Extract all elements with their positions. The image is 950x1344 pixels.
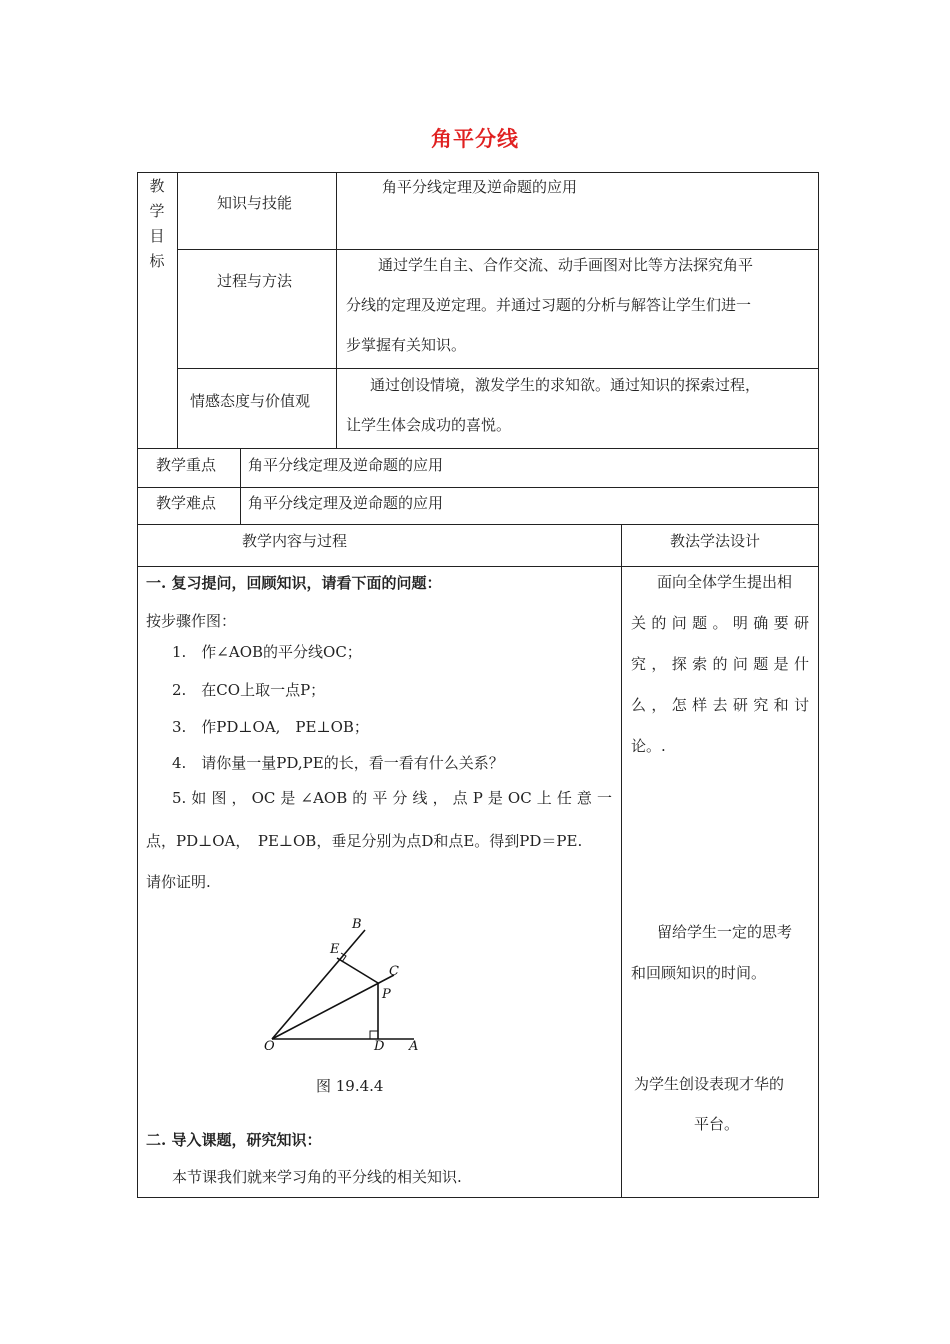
design-column-header: 教法学法设计 — [670, 532, 761, 550]
problem-line: 请你证明. — [146, 873, 211, 891]
label-c: C — [389, 964, 399, 979]
section2-heading: 二. 导入课题，研究知识： — [146, 1131, 322, 1149]
objective-process-line: 分线的定理及逆定理。并通过习题的分析与解答让学生们进一 — [346, 296, 752, 314]
difficulty-content: 角平分线定理及逆命题的应用 — [248, 494, 444, 512]
objective-attitude-label: 情感态度与价值观 — [190, 392, 311, 410]
design-note-line: 面向全体学生提出相 — [657, 573, 793, 591]
key-point-content: 角平分线定理及逆命题的应用 — [248, 456, 444, 474]
design-note-line: 为学生创设表现才华的 — [634, 1075, 785, 1093]
right-angle-mark-d — [370, 1031, 378, 1039]
step-item: 1. 作∠AOB的平分线OC； — [172, 643, 362, 661]
design-note-line: 么，怎样去研究和讨 — [631, 696, 809, 714]
process-column-header: 教学内容与过程 — [242, 532, 348, 550]
figure-caption: 图 19.4.4 — [316, 1077, 384, 1095]
step-item: 3. 作PD⊥OA, PE⊥OB； — [172, 718, 369, 736]
design-note-line: 关的问题。明确要研 — [631, 614, 809, 632]
problem-line: 点，PD⊥OA， PE⊥OB，垂足分别为点D和点E。得到PD＝PE. — [146, 832, 583, 850]
objectives-label-text: 教学目标 — [149, 177, 165, 270]
ray-oc — [272, 975, 394, 1039]
objective-process-line: 通过学生自主、合作交流、动手画图对比等方法探究角平 — [378, 256, 754, 274]
step-item: 4. 请你量一量PD,PE的长，看一看有什么关系？ — [172, 754, 504, 772]
objective-knowledge-content: 角平分线定理及逆命题的应用 — [382, 178, 578, 196]
design-note-line: 究，探索的问题是什 — [631, 655, 809, 673]
segment-pe — [337, 958, 378, 983]
problem-line: 5.如图，OC是∠AOB的平分线，点P是OC上任意一 — [172, 789, 612, 807]
objective-process-label: 过程与方法 — [217, 272, 293, 290]
steps-intro: 按步骤作图： — [146, 612, 237, 630]
label-p: P — [382, 987, 391, 1002]
objective-process-line: 步掌握有关知识。 — [346, 336, 467, 354]
design-note-line: 平台。 — [694, 1115, 740, 1133]
section2-text: 本节课我们就来学习角的平分线的相关知识. — [172, 1168, 462, 1186]
key-point-label: 教学重点 — [156, 456, 217, 474]
objective-attitude-line: 通过创设情境，激发学生的求知欲。通过知识的探索过程， — [370, 376, 761, 394]
label-d: D — [374, 1039, 385, 1054]
step-item: 2. 在CO上取一点P； — [172, 681, 326, 699]
label-e: E — [330, 942, 340, 957]
page-title: 角平分线 — [431, 126, 519, 151]
label-b: B — [352, 917, 362, 932]
design-note-line: 论。. — [631, 737, 666, 755]
ray-ob — [272, 930, 365, 1039]
design-note-line: 和回顾知识的时间。 — [631, 964, 767, 982]
label-a: A — [409, 1039, 419, 1054]
geometry-figure — [248, 910, 438, 1060]
objective-attitude-line: 让学生体会成功的喜悦。 — [346, 416, 512, 434]
label-o: O — [264, 1039, 275, 1054]
section1-heading: 一. 复习提问，回顾知识，请看下面的问题： — [146, 574, 442, 592]
design-note-line: 留给学生一定的思考 — [657, 923, 793, 941]
difficulty-label: 教学难点 — [156, 494, 217, 512]
objective-knowledge-label: 知识与技能 — [217, 194, 293, 212]
